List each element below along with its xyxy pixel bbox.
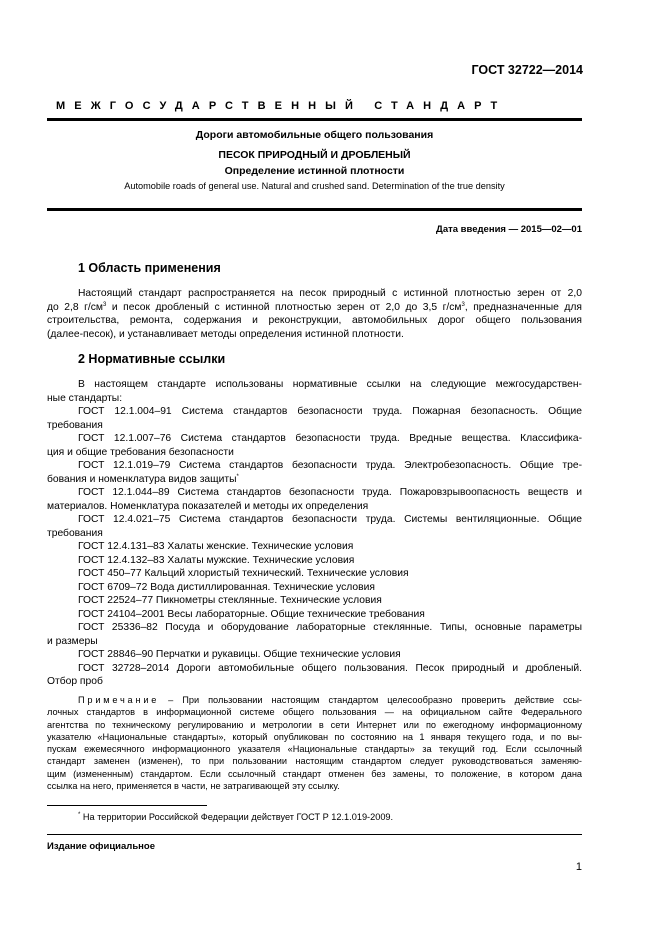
section-2-heading: 2 Нормативные ссылки [78,352,226,366]
reference-line: бования и номенклатура видов защиты* [47,473,239,485]
section-1-line: Настоящий стандарт распространяется на песок природный с истинной плотностью зерен от 2,0 [78,288,582,299]
reference-line: Отбор проб [47,676,103,687]
reference-line: требования [47,419,103,431]
reference-line: ГОСТ 12.4.021–75 Система стандартов безопасности труда. Системы вентиляционные. Общие [78,514,582,525]
note-block [47,694,582,792]
normative-reference [47,594,582,608]
note-line: лочных стандартов в информационной системе общего пользования — на официальном сайте Федерального [47,707,582,718]
title-line-3: Определение истинной плотности [224,165,405,177]
reference-line: ГОСТ 12.4.131–83 Халаты женские. Технические условия [78,541,354,552]
normative-reference [47,540,582,554]
section-1-line: (далее-песок), и устанавливает методы определения истинной плотности. [47,328,404,340]
section-2-intro-line: В настоящем стандарте использованы нормативные ссылки на следующие межгосударствен- [78,379,582,390]
note-line: пускам ежемесячного информационного указателя «Национальные стандарты» за текущий год. Если ссылочный [47,744,582,755]
note-line: стандарт заменен (изменен), то при пользовании настоящим стандартом следует руководствоваться заменяю- [47,756,582,767]
normative-reference [47,581,582,595]
reference-line: ГОСТ 25336–82 Посуда и оборудование лабораторные стеклянные. Типы, основные параметры [78,622,582,633]
reference-line: материалов. Номенклатура показателей и методы их определения [47,500,369,512]
footnote-rule [47,805,207,806]
normative-reference [47,486,582,513]
official-edition-label: Издание официальное [47,841,155,852]
section-1-body [47,287,582,341]
reference-line: ция и общие требования безопасности [47,446,234,458]
footnote [78,812,393,822]
reference-line: ГОСТ 24104–2001 Весы лабораторные. Общие технические требования [78,608,425,620]
reference-line: и размеры [47,635,98,647]
reference-line: ГОСТ 12.1.019–79 Система стандартов безопасности труда. Электробезопасность. Общие тре- [78,460,582,471]
title-english: Automobile roads of general use. Natural and crushed sand. Determination of the true density [124,181,505,191]
title-bottom-rule [47,208,582,211]
normative-reference [47,459,582,486]
normative-reference [47,608,582,622]
normative-reference [47,432,582,459]
reference-line: ГОСТ 12.1.044–89 Система стандартов безопасности труда. Пожаровзрывоопасность веществ и [78,487,582,498]
section-2-body [47,378,582,689]
reference-line: ГОСТ 450–77 Кальций хлористый технический. Технические условия [78,568,409,579]
note-label: Примечание [78,695,160,705]
title-line-1: Дороги автомобильные общего пользования [195,129,434,141]
footnote-mark: * [78,812,81,818]
note-line: агентства по техническому регулированию и метрологии в сети Интернет или по ежегодному информационному [47,719,582,730]
note-line: ссылка на него, применяется в части, не затрагивающей эту ссылку. [47,781,340,792]
footnote-text: На территории Российской Федерации действует ГОСТ Р 12.1.019-2009. [82,812,394,822]
normative-reference [47,662,582,689]
footer-rule [47,834,582,835]
note-line: щим (измененным) стандартом. Если ссылочный стандарт отменен без замены, то положение, в котором дана [47,768,582,779]
section-2-intro-line: ные стандарты: [47,392,123,404]
reference-line: ГОСТ 12.1.007–76 Система стандартов безопасности труда. Вредные вещества. Классифика- [78,433,582,444]
reference-line: ГОСТ 28846–90 Перчатки и рукавицы. Общие технические условия [78,649,401,660]
page-number: 1 [575,861,582,873]
document-code: ГОСТ 32722—2014 [471,63,583,77]
normative-reference [47,621,582,648]
reference-line: ГОСТ 32728–2014 Дороги автомобильные общего пользования. Песок природный и дробленый. [78,662,582,674]
normative-reference [47,648,582,662]
top-rule [47,118,582,121]
note-line: указателю «Национальные стандарты», который опубликован по состоянию на 1 января текущего года, и по вы- [47,731,582,742]
section-1-heading: 1 Область применения [78,261,221,275]
normative-reference [47,554,582,568]
normative-reference [47,567,582,581]
title-line-2: ПЕСОК ПРИРОДНЫЙ И ДРОБЛЕНЫЙ [218,149,411,161]
reference-line: требования [47,527,103,539]
section-1-line: до 2,8 $г/см^3$ и песок дробленый с истинной плотностью зерен от 2,0 до 3,5 $г/см^3$, предназначенные для [47,301,582,313]
reference-line: ГОСТ 6709–72 Вода дистиллированная. Технические условия [78,581,375,593]
reference-line: ГОСТ 12.1.004–91 Система стандартов безопасности труда. Пожарная безопасность. Общие [78,406,582,417]
normative-reference [47,405,582,432]
section-1-line: строительства, ремонта, содержания и реконструкции, автомобильных дорог общего пользования [47,315,582,326]
interstate-standard-banner: МЕЖГОСУДАРСТВЕННЫЙ СТАНДАРТ [56,100,507,112]
introduction-date: Дата введения — 2015—02—01 [436,224,582,235]
reference-line: ГОСТ 12.4.132–83 Халаты мужские. Технические условия [78,554,355,566]
normative-reference [47,513,582,540]
reference-line: ГОСТ 22524–77 Пикнометры стеклянные. Технические условия [78,595,382,606]
note-line: Примечание – При пользовании настоящим стандартом целесообразно проверить действие ссы- [78,695,582,705]
